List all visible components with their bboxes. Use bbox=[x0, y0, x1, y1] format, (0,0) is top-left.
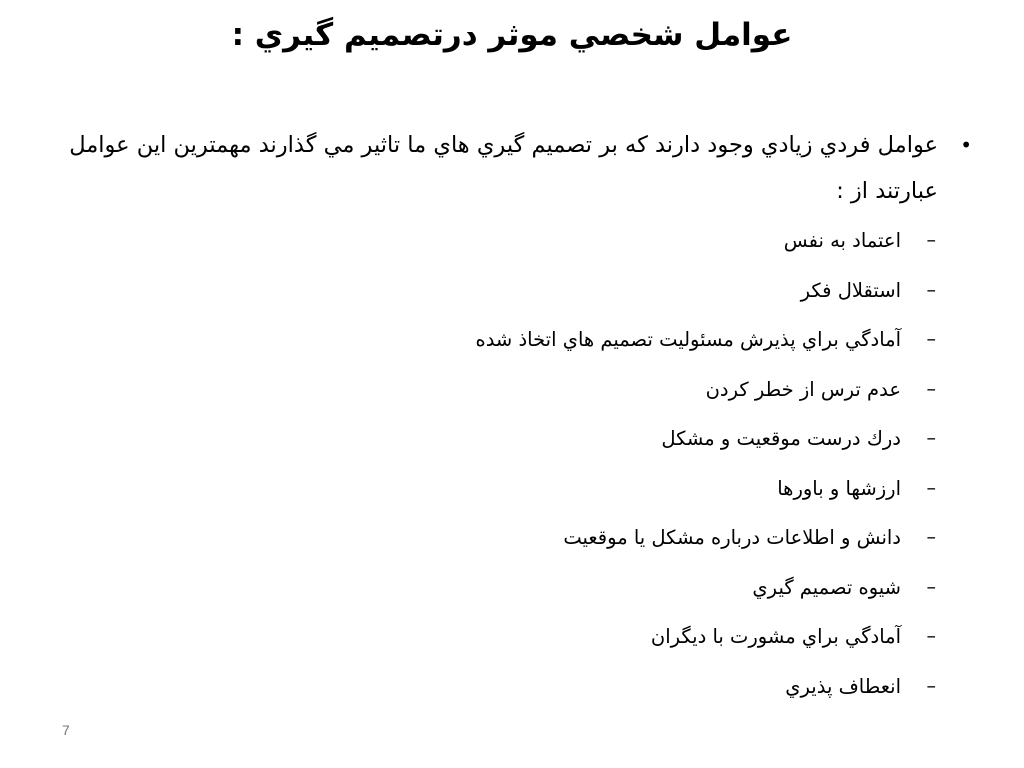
list-item-text: آمادگي براي پذيرش مسئوليت تصميم هاي اتخاذ شده bbox=[475, 328, 901, 351]
factor-list bbox=[11, 216, 976, 711]
dash-icon: – bbox=[926, 575, 936, 598]
dash-icon: – bbox=[926, 328, 936, 350]
dash-icon: – bbox=[926, 229, 936, 251]
slide-content bbox=[11, 122, 976, 711]
list-item bbox=[11, 464, 976, 514]
list-item bbox=[11, 365, 976, 415]
list-item-text: اعتماد به نفس bbox=[783, 229, 901, 252]
list-item bbox=[11, 513, 976, 563]
intro-text: عوامل فردي زيادي وجود دارند كه بر تصميم گيري هاي ما تاثير مي گذارند مهمترين اين عوامل عبارتند از : bbox=[69, 132, 938, 204]
list-item bbox=[11, 266, 976, 316]
slide-title: عوامل شخصي موثر درتصميم گيري : bbox=[231, 17, 793, 53]
dash-icon: – bbox=[926, 377, 936, 400]
list-item-text: شيوه تصميم گيري bbox=[752, 575, 901, 599]
bullet-icon: • bbox=[960, 133, 972, 157]
dash-icon: – bbox=[926, 427, 936, 449]
dash-icon: – bbox=[926, 526, 936, 548]
list-item bbox=[11, 315, 976, 365]
list-item-text: درك درست موقعيت و مشكل bbox=[661, 427, 901, 450]
list-item bbox=[11, 612, 976, 662]
list-item bbox=[11, 216, 976, 266]
list-item-text: آمادگي براي مشورت با ديگران bbox=[650, 625, 901, 648]
dash-icon: – bbox=[926, 278, 936, 301]
dash-icon: – bbox=[926, 476, 936, 499]
list-item-text: عدم ترس از خطر كردن bbox=[705, 377, 901, 401]
list-item bbox=[11, 662, 976, 712]
dash-icon: – bbox=[926, 625, 936, 647]
list-item-text: دانش و اطلاعات درباره مشكل يا موقعيت bbox=[563, 526, 901, 549]
list-item bbox=[11, 563, 976, 613]
dash-icon: – bbox=[926, 674, 936, 697]
list-item bbox=[11, 414, 976, 464]
list-item-text: انعطاف پذيري bbox=[785, 674, 901, 698]
main-bullet bbox=[11, 122, 976, 214]
list-item-text: استقلال فكر bbox=[800, 278, 901, 302]
page-number: 7 bbox=[62, 722, 70, 738]
list-item-text: ارزشها و باورها bbox=[777, 476, 901, 500]
